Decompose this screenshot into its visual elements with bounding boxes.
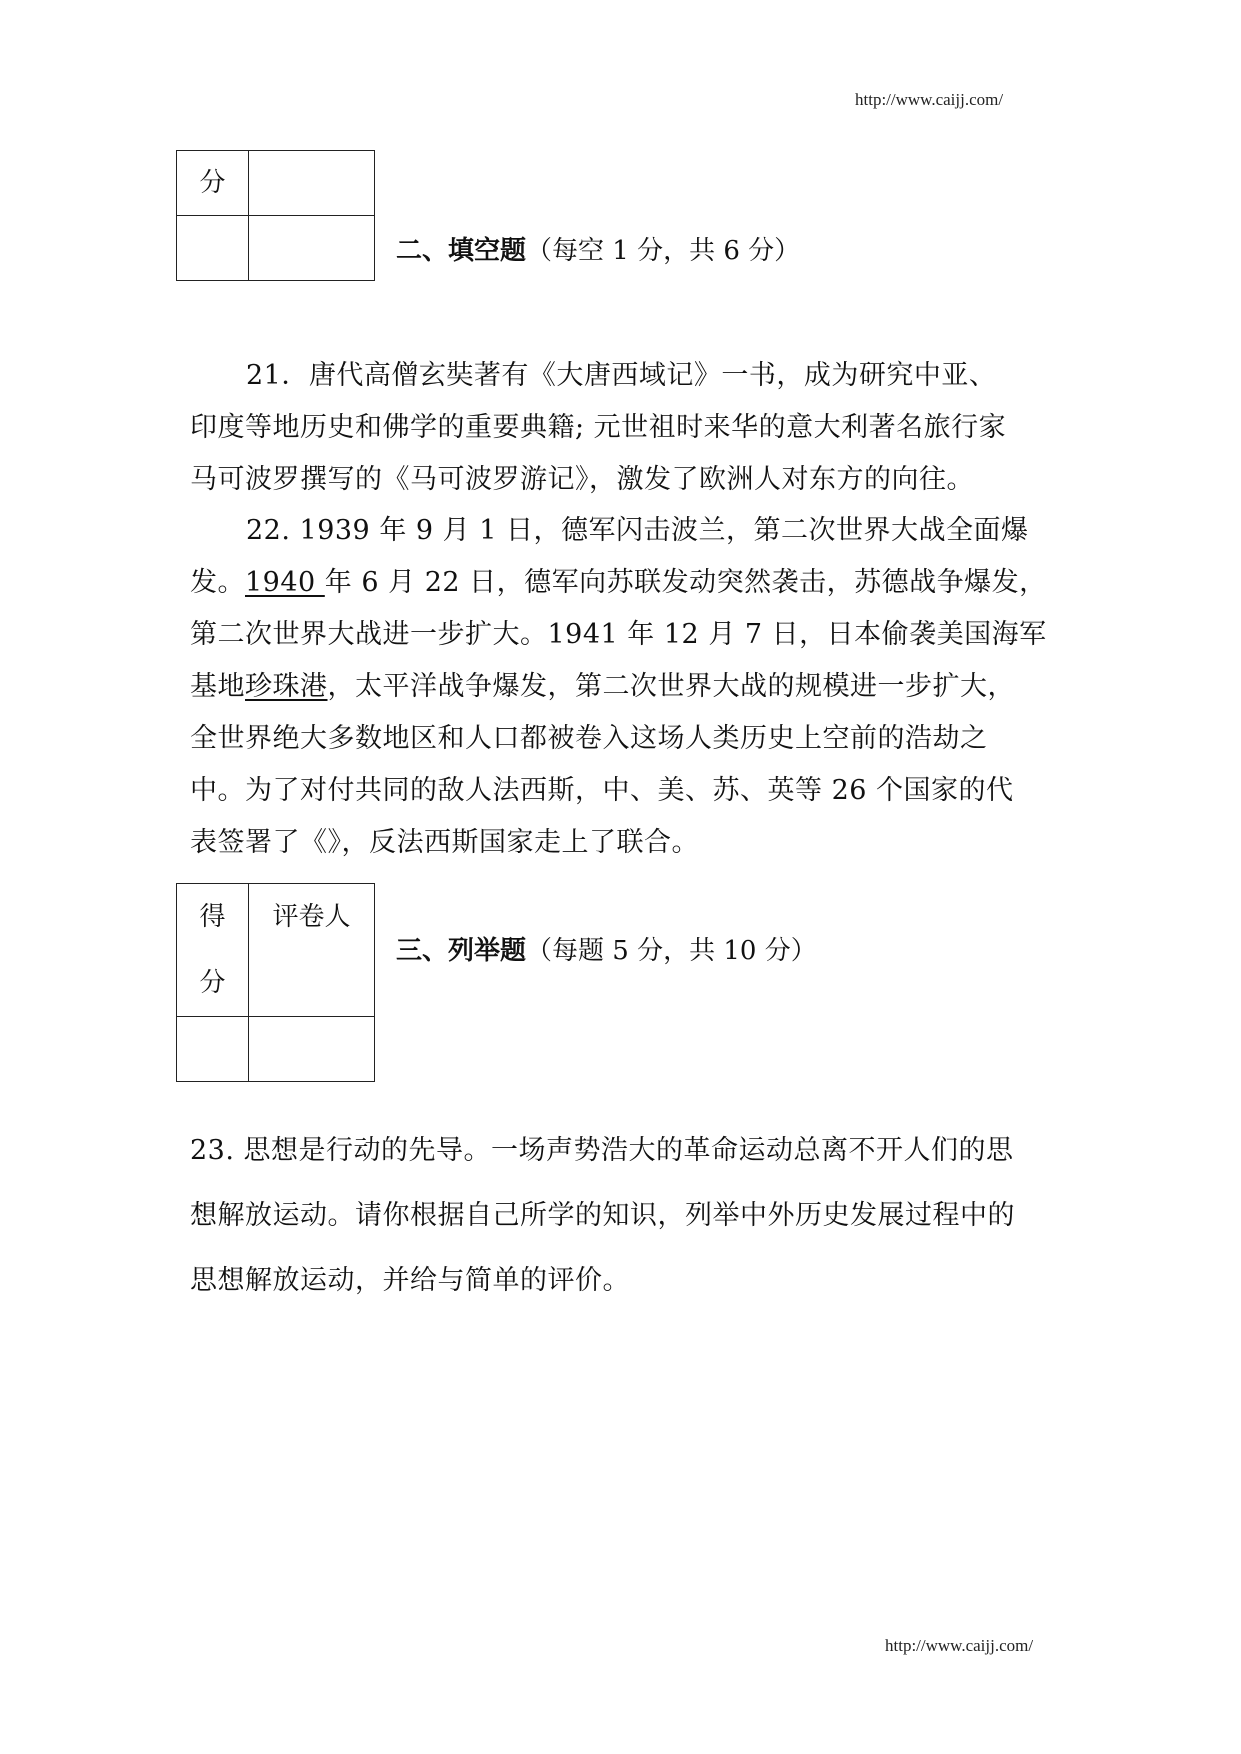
score-cell-entry xyxy=(177,1017,249,1082)
grader-cell-entry xyxy=(249,216,375,281)
question-line: 第二次世界大战进一步扩大。1941 年 12 月 7 日，日本偷袭美国海军 xyxy=(190,619,1047,650)
grader-cell-entry xyxy=(249,1017,375,1082)
question-line: 22. 1939 年 9 月 1 日，德军闪击波兰，第二次世界大战全面爆 xyxy=(246,515,1029,546)
question-line: 发。1940 年 6 月 22 日，德军向苏联发动突然袭击，苏德战争爆发， xyxy=(190,567,1047,598)
section-heading-listing xyxy=(396,930,817,967)
question-line: 表签署了《》，反法西斯国家走上了联合。 xyxy=(190,827,699,858)
question-line: 21．唐代高僧玄奘著有《大唐西域记》一书，成为研究中亚、 xyxy=(246,360,997,391)
question-line: 中。为了对付共同的敌人法西斯，中、美、苏、英等 26 个国家的代 xyxy=(190,775,1014,806)
score-cell-entry xyxy=(177,216,249,281)
question-line: 印度等地历史和佛学的重要典籍; 元世祖时来华的意大利著名旅行家 xyxy=(190,412,1007,443)
header-url: http://www.caijj.com/ xyxy=(855,90,1004,109)
answer-underline: 珍珠港 xyxy=(245,671,328,702)
score-table-1 xyxy=(176,150,375,281)
question-line: 想解放运动。请你根据自己所学的知识，列举中外历史发展过程中的 xyxy=(190,1200,1015,1231)
answer-underline: 1940 xyxy=(245,567,325,598)
section-title: 二、填空题 xyxy=(396,236,527,266)
score-cell-label: 分 xyxy=(177,151,249,216)
footer-url: http://www.caijj.com/ xyxy=(885,1636,1034,1655)
section-note: （每题 5 分，共 10 分） xyxy=(526,936,817,966)
question-22 xyxy=(190,505,1052,869)
question-line: 思想解放运动，并给与简单的评价。 xyxy=(190,1265,630,1296)
score-cell-empty xyxy=(249,151,375,216)
question-line: 马可波罗撰写的《马可波罗游记》，激发了欧洲人对东方的向往。 xyxy=(190,464,974,495)
section-title: 三、列举题 xyxy=(396,936,527,966)
score-cell-label: 得 分 xyxy=(177,884,249,1017)
section-heading-fill-in xyxy=(396,230,800,267)
grader-cell-label: 评卷人 xyxy=(249,884,375,1017)
question-23 xyxy=(190,1118,1052,1313)
question-line: 基地珍珠港，太平洋战争爆发，第二次世界大战的规模进一步扩大， xyxy=(190,671,1015,702)
score-table-2 xyxy=(176,883,375,1082)
question-21 xyxy=(190,350,1052,506)
question-line: 23. 思想是行动的先导。一场声势浩大的革命运动总离不开人们的思 xyxy=(190,1135,1014,1166)
question-line: 全世界绝大多数地区和人口都被卷入这场人类历史上空前的浩劫之 xyxy=(190,723,988,754)
section-note: （每空 1 分，共 6 分） xyxy=(526,236,801,266)
